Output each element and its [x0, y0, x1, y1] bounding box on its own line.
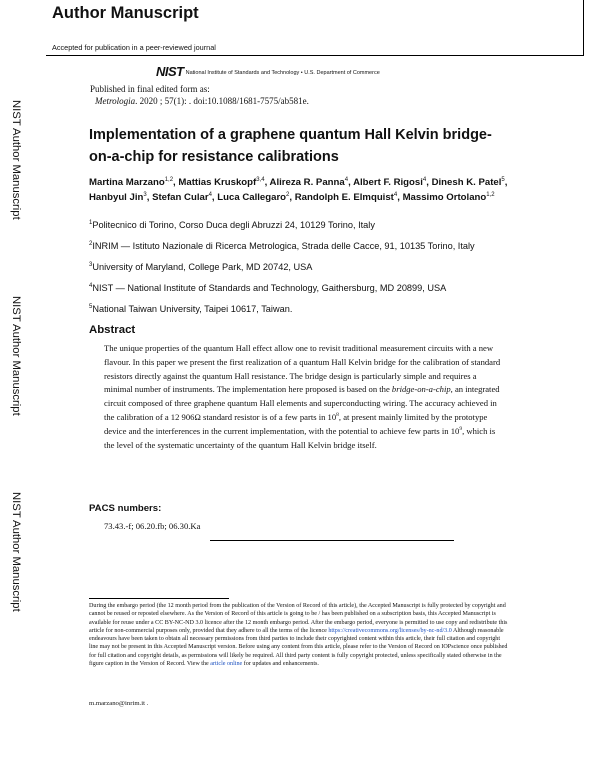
author-affiliation-mark: 5 [501, 176, 505, 183]
divider [210, 540, 454, 541]
author-affiliation-mark: 3 [143, 191, 147, 198]
affiliation: $^5$National Taiwan University, Taipei 10617, Taiwan. [89, 303, 293, 314]
header-title: Author Manuscript [52, 4, 199, 22]
author-name: Martina Marzano [89, 177, 165, 188]
nist-institute: National Institute of Standards and Technology [185, 70, 300, 76]
pacs-heading: PACS numbers: [89, 503, 162, 514]
author-name: Mattias Kruskopf [178, 177, 257, 188]
license-link[interactable]: https://creativecommons.org/licenses/by-nc-nd/3.0 [328, 627, 452, 634]
nist-department: • U.S. Department of Commerce [299, 70, 380, 76]
article-online-link[interactable]: article online [210, 661, 243, 668]
author-affiliation-mark: 4 [208, 191, 212, 198]
author-name: Stefan Cular [152, 191, 209, 203]
paper-title: Implementation of a graphene quantum Hall Kelvin bridge-on-a-chip for resistance calibrations [89, 127, 492, 165]
publication-citation [95, 96, 309, 106]
author-affiliation-mark: 1,2 [164, 176, 174, 183]
author-affiliation-mark: 1,2 [486, 191, 495, 198]
copyright-footnote: During the embargo period (the 12 month period from the publication of the Version of Record of this article), the Accepted Manuscript is fully protected by copyright and cannot be reused or reposted elsewhere. As the Version of Record of this article is going to be / has been published on a subscription basis, this Accepted Manuscript is available for reuse under a CC BY-NC-ND 3.0 licence after the 12 month embargo period. After the embargo period, everyone is permitted to use copy and redistribute this article for non-commercial purposes only, provided that they adhere to all the terms of the licence https://creativecommons.org/licenses/by-nc-nd/3.0 Although reasonable endeavours have been taken to obtain all necessary permissions from third parties to include their copyrighted content within this article, their full citation and copyright line may not be present in this Accepted Manuscript version. Before using any content from this article, please refer to the Version of Record on IOPscience once published for full citation and copyright details, as permissions will likely be required. All third party content is fully copyright protected, unless specifically stated otherwise in the figure caption in the Version of Record. View the article online for updates and enhancements. [89, 603, 508, 668]
nist-logo: NIST [156, 64, 184, 79]
author-name: Luca Callegaro [217, 191, 287, 203]
author-name: Randolph E. Elmquist [294, 191, 394, 203]
author-affiliation-mark: 4 [422, 176, 427, 183]
affiliation: $^4$NIST — National Institute of Standards and Technology, Gaithersburg, MD 20899, USA [89, 282, 447, 293]
affiliation: $^2$INRIM — Istituto Nazionale di Ricerca Metrologica, Strada delle Cacce, 91, 10135 Torino, Italy [89, 240, 475, 251]
abstract-heading: Abstract [89, 324, 136, 336]
author-name: Albert F. Rigosi [353, 177, 423, 188]
author-name: Massimo Ortolano [402, 191, 487, 203]
journal-name: Metrologia [95, 96, 136, 106]
author-list: Martina Marzano$^{1,2}$, Mattias Kruskopf$^{3,4}$, Alireza R. Panna$^4$, Albert F. Rigosi$^4$, Dinesh K. Patel$^5$, Hanbyul Jin$^3$, Stefan Cular$^4$, Luca Callegaro$^2$, Randolph E. Elmquist$^4$, Massimo Ortolano$^{1,2}$ [89, 176, 508, 203]
abstract-body: The unique properties of the quantum Hall effect allow one to revisit traditional measurement circuits with a new flavour. In this paper we present the first realization of a quantum Hall Kelvin bridge for the calibration of standard resistors directly against the quantum Hall resistance. The bridge design is particularly simple and requires a minimal number of instruments. The implementation here proposed is based on the bridge-on-a-chip, an integrated circuit composed of three graphene quantum Hall elements and superconducting wiring. The accuracy achieved in the calibration of a 12 906Ω standard resistor is of a few parts in $10^8$, at present mainly limited by the prototype device and the interferences in the current implementation, with the potential to achieve few parts in $10^9$, which is the level of the systematic uncertainty of the quantum Hall Kelvin bridge itself. [104, 343, 501, 450]
author-name: Alireza R. Panna [269, 177, 345, 188]
citation-details: . 2020 ; 57(1): . doi:10.1088/1681-7575/ab581e. [135, 96, 309, 106]
affiliation: $^3$University of Maryland, College Park, MD 20742, USA [89, 261, 313, 272]
corresponding-email[interactable]: m.marzano@inrim.it . [89, 700, 149, 707]
pacs-values: 73.43.-f; 06.20.fb; 06.30.Ka [104, 521, 201, 531]
nist-banner [156, 64, 380, 79]
header-subtitle: Accepted for publication in a peer-reviewed journal [52, 43, 216, 52]
author-affiliation-mark: 3,4 [256, 176, 265, 183]
author-name: Hanbyul Jin [89, 191, 144, 203]
affiliation: $^1$Politecnico di Torino, Corso Duca degli Abruzzi 24, 10129 Torino, Italy [89, 219, 375, 230]
publication-note: Published in final edited form as: [90, 84, 210, 94]
author-affiliation-mark: 4 [344, 176, 349, 183]
footnote-divider [89, 598, 229, 599]
author-name: Dinesh K. Patel [431, 177, 502, 188]
author-affiliation-mark: 2 [286, 191, 290, 198]
side-watermark: NIST Author Manuscript [10, 100, 22, 220]
side-watermark: NIST Author Manuscript [10, 296, 22, 416]
side-watermark: NIST Author Manuscript [10, 492, 22, 612]
author-affiliation-mark: 4 [393, 191, 398, 198]
